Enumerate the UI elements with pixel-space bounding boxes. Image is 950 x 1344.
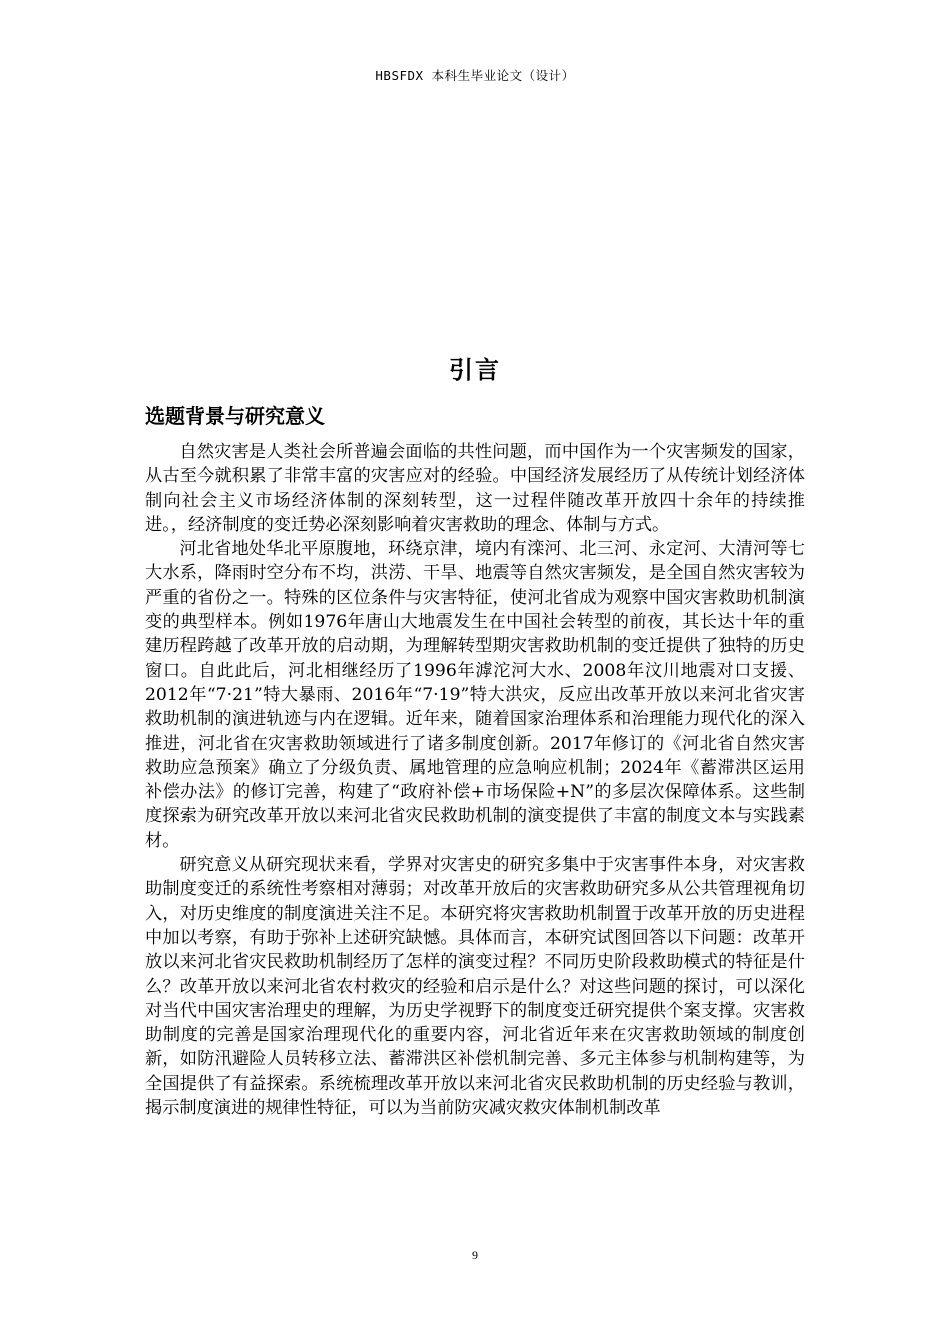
page-number: 9 (472, 1248, 478, 1262)
running-header: HBSFDX 本科生毕业论文（设计） (375, 68, 575, 83)
section-title: 选题背景与研究意义 (145, 404, 325, 428)
body-text (145, 440, 805, 1120)
paragraph-1: 自然灾害是人类社会所普遍会面临的共性问题，而中国作为一个灾害频发的国家，从古至今就积累了非常丰富的灾害应对的经验。中国经济发展经历了从传统计划经济体制向社会主义市场经济体制的深刻转型，这一过程伴随改革开放四十余年的持续推进。，经济制度的变迁势必深刻影响着灾害救助的理念、体制与方式。 (145, 442, 805, 535)
paragraph-3: 研究意义从研究现状来看，学界对灾害史的研究多集中于灾害事件本身，对灾害救助制度变迁的系统性考察相对薄弱；对改革开放后的灾害救助研究多从公共管理视角切入，对历史维度的制度演进关注不足。本研究将灾害救助机制置于改革开放的历史进程中加以考察，有助于弥补上述研究缺憾。具体而言，本研究试图回答以下问题：改革开放以来河北省灾民救助机制经历了怎样的演变过程？不同历史阶段救助模式的特征是什么？改革开放以来河北省农村救灾的经验和启示是什么？对这些问题的探讨，可以深化对当代中国灾害治理史的理解，为历史学视野下的制度变迁研究提供个案支撑。灾害救助制度的完善是国家治理现代化的重要内容，河北省近年来在灾害救助领域的制度创新，如防汛避险人员转移立法、蓄滞洪区补偿机制完善、多元主体参与机制构建等，为全国提供了有益探索。系统梳理改革开放以来河北省灾民救助机制的历史经验与教训，揭示制度演进的规律性特征，可以为当前防灾减灾救灾体制机制改革 (145, 855, 805, 1119)
chapter-title: 引言 (449, 356, 501, 384)
paragraph-2: 河北省地处华北平原腹地，环绕京津，境内有滦河、北三河、永定河、大清河等七大水系，降雨时空分布不均，洪涝、干旱、地震等自然灾害频发，是全国自然灾害较为严重的省份之一。特殊的区位条件与灾害特征，使河北省成为观察中国灾害救助机制演变的典型样本。例如1976年唐山大地震发生在中国社会转型的前夜，其长达十年的重建历程跨越了改革开放的启动期，为理解转型期灾害救助机制的变迁提供了独特的历史窗口。自此此后，河北相继经历了1996年滹沱河大水、2008年汶川地震对口支援、2012年“7·21”特大暴雨、2016年“7·19”特大洪灾，反应出改革开放以来河北省灾害救助机制的演进轨迹与内在逻辑。近年来，随着国家治理体系和治理能力现代化的深入推进，河北省在灾害救助领域进行了诸多制度创新。2017年修订的《河北省自然灾害救助应急预案》确立了分级负责、属地管理的应急响应机制；2024年《蓄滞洪区运用补偿办法》的修订完善，构建了“政府补偿+市场保险+N”的多层次保障体系。这些制度探索为研究改革开放以来河北省灾民救助机制的演变提供了丰富的制度文本与实践素材。 (145, 539, 805, 851)
